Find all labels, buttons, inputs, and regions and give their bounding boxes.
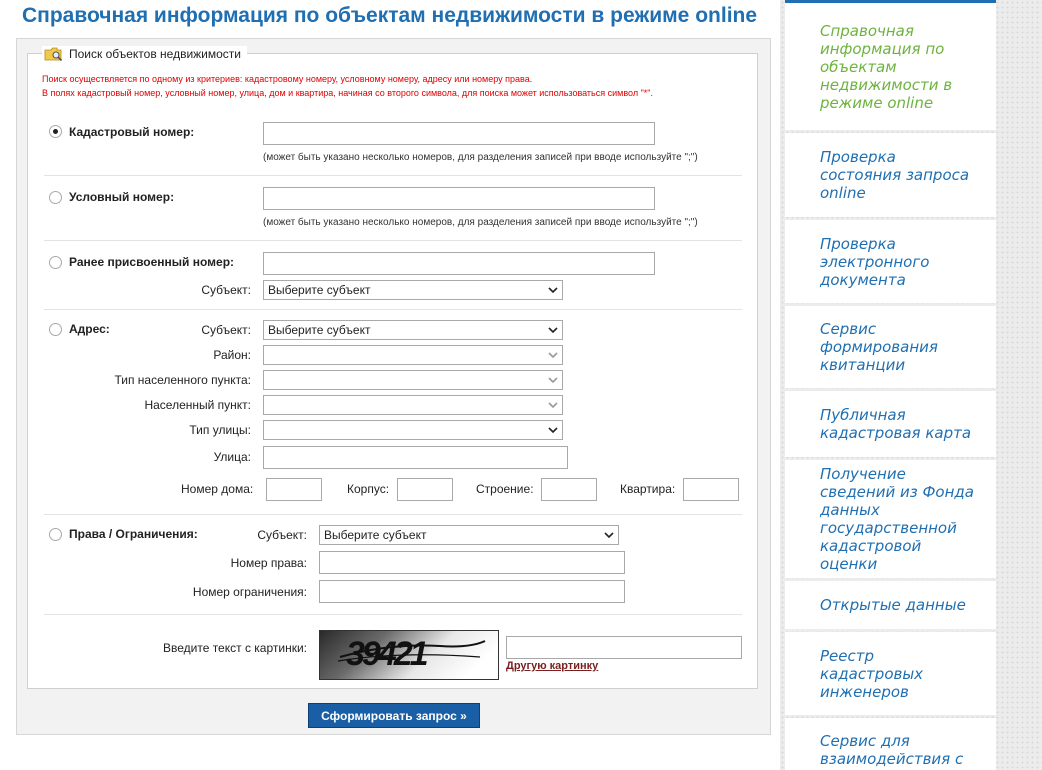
right-number-label: Номер права: — [230, 556, 307, 570]
settlement-type-select[interactable] — [263, 370, 563, 390]
sidebar — [780, 0, 1042, 770]
search-note: В полях кадастровый номер, условный номер, улица, дом и квартира, начиная со второго символа, для поиска может использоваться символ "*". — [42, 88, 653, 98]
previous-subject-select[interactable] — [263, 280, 563, 300]
cadastral-input[interactable] — [263, 122, 655, 145]
sidebar-item-interaction-service[interactable] — [785, 718, 996, 770]
search-notes — [42, 72, 653, 100]
sidebar-item-label: Проверка состояния запроса online — [820, 148, 970, 202]
structure-label: Строение: — [476, 482, 534, 496]
chevron-down-icon — [548, 426, 558, 434]
previous-radio[interactable] — [49, 256, 62, 269]
sidebar-item-label: Справочная информация по объектам недвижимости в режиме online — [820, 21, 953, 112]
house-input[interactable] — [266, 478, 322, 501]
sidebar-item-label: Проверка электронного документа — [820, 234, 930, 289]
chevron-down-icon — [548, 351, 558, 359]
cadastral-hint: (может быть указано несколько номеров, для разделения записей при вводе используйте ";") — [263, 152, 698, 163]
settlement-label: Населенный пункт: — [144, 398, 251, 412]
page-title: Справочная информация по объектам недвижимости в режиме online — [22, 4, 758, 27]
street-input[interactable] — [263, 446, 568, 469]
rights-label: Права / Ограничения: — [69, 527, 198, 541]
captcha-input[interactable] — [506, 636, 742, 659]
captcha-text: 39421 — [346, 635, 426, 673]
sidebar-item-label: Реестр кадастровых инженеров — [820, 646, 924, 701]
sidebar-item-open-data[interactable] — [785, 581, 996, 629]
captcha-label: Введите текст с картинки: — [162, 641, 307, 655]
building-label: Корпус: — [347, 482, 390, 496]
chevron-down-icon — [548, 376, 558, 384]
district-label: Район: — [213, 348, 251, 362]
conditional-hint: (может быть указано несколько номеров, для разделения записей при вводе используйте ";") — [263, 217, 698, 228]
search-panel — [16, 38, 771, 735]
divider — [44, 614, 742, 615]
address-label: Адрес: — [69, 322, 110, 336]
sidebar-item-valuation-fund[interactable] — [785, 460, 996, 578]
sidebar-item-request-status[interactable] — [785, 133, 996, 217]
chevron-down-icon — [604, 531, 614, 539]
sidebar-item-label: Публичная кадастровая карта — [820, 406, 972, 442]
legend-text: Поиск объектов недвижимости — [69, 47, 242, 61]
settlement-select[interactable] — [263, 395, 563, 415]
building-input[interactable] — [397, 478, 453, 501]
divider — [44, 514, 742, 515]
conditional-radio[interactable] — [49, 191, 62, 204]
previous-subject-label: Субъект: — [201, 283, 251, 297]
conditional-input[interactable] — [263, 187, 655, 210]
flat-input[interactable] — [683, 478, 739, 501]
street-label: Улица: — [213, 450, 251, 464]
district-select[interactable] — [263, 345, 563, 365]
select-value: Выберите субъект — [324, 528, 427, 542]
divider — [44, 175, 742, 176]
sidebar-item-label: Открытые данные — [820, 596, 966, 614]
conditional-label: Условный номер: — [69, 190, 175, 204]
rights-subject-label: Субъект: — [257, 528, 307, 542]
address-radio[interactable] — [49, 323, 62, 336]
settlement-type-label: Тип населенного пункта: — [114, 373, 251, 387]
fieldset-legend — [42, 46, 247, 62]
other-captcha-link[interactable]: Другую картинку — [506, 660, 599, 672]
sidebar-item-engineers-registry[interactable] — [785, 632, 996, 715]
address-subject-select[interactable] — [263, 320, 563, 340]
divider — [44, 240, 742, 241]
sidebar-item-document-check[interactable] — [785, 220, 996, 303]
restriction-number-label: Номер ограничения: — [192, 585, 307, 599]
select-value: Выберите субъект — [268, 323, 371, 337]
select-value: Выберите субъект — [268, 283, 371, 297]
restriction-number-input[interactable] — [319, 580, 625, 603]
right-number-input[interactable] — [319, 551, 625, 574]
search-note: Поиск осуществляется по одному из критериев: кадастровому номеру, условному номеру, адресу или номеру права. — [42, 74, 533, 84]
sidebar-item-label: Сервис формирования квитанции — [820, 320, 938, 374]
house-label: Номер дома: — [181, 482, 254, 496]
sidebar-item-label: Получение сведений из Фонда данных государственной кадастровой оценки — [820, 465, 974, 573]
sidebar-item-label: Сервис для взаимодействия с — [820, 732, 964, 768]
sidebar-item-receipt-service[interactable] — [785, 306, 996, 388]
previous-label: Ранее присвоенный номер: — [69, 255, 235, 269]
submit-button[interactable]: Сформировать запрос » — [308, 703, 480, 728]
search-fieldset — [27, 47, 758, 689]
rights-radio[interactable] — [49, 528, 62, 541]
street-type-label: Тип улицы: — [189, 423, 251, 437]
previous-input[interactable] — [263, 252, 655, 275]
street-type-select[interactable] — [263, 420, 563, 440]
address-subject-label: Субъект: — [201, 323, 251, 337]
captcha-image — [319, 630, 499, 680]
chevron-down-icon — [548, 401, 558, 409]
sidebar-item-cadastral-map[interactable] — [785, 391, 996, 457]
cadastral-label: Кадастровый номер: — [69, 125, 195, 139]
rights-subject-select[interactable] — [319, 525, 619, 545]
divider — [44, 309, 742, 310]
sidebar-item-reference-info[interactable] — [785, 3, 996, 130]
search-folder-icon — [44, 46, 64, 62]
flat-label: Квартира: — [620, 482, 676, 496]
cadastral-radio[interactable] — [49, 125, 62, 138]
structure-input[interactable] — [541, 478, 597, 501]
chevron-down-icon — [548, 326, 558, 334]
chevron-down-icon — [548, 286, 558, 294]
